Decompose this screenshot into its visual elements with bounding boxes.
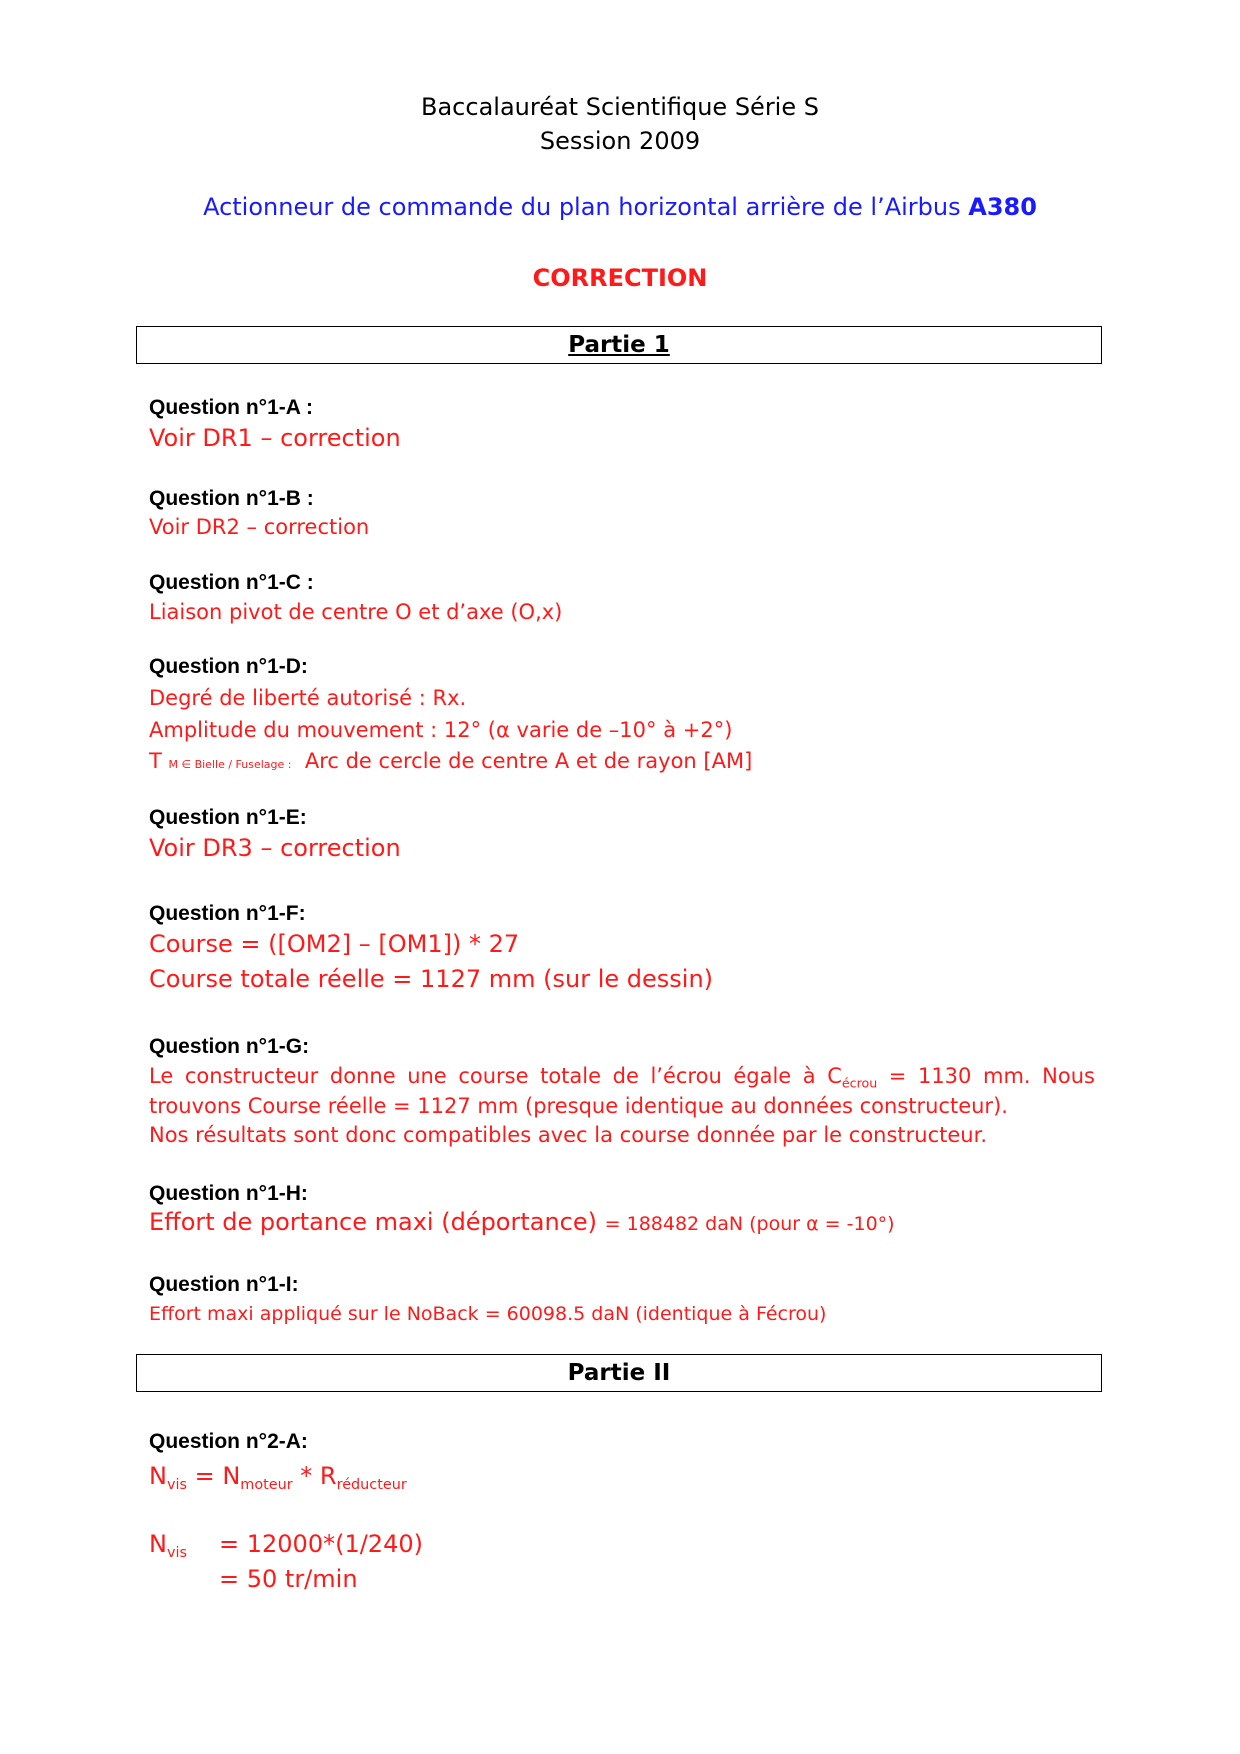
question-2a-calc-line2: = 50 tr/min	[219, 1565, 358, 1593]
question-1f-result: Course totale réelle = 1127 mm (sur le dessin)	[149, 965, 714, 993]
question-1e-answer: Voir DR3 – correction	[149, 834, 401, 862]
question-1i-answer: Effort maxi appliqué sur le NoBack = 60098.5 daN (identique à Fécrou)	[149, 1303, 827, 1325]
question-2a-calc-symbol	[149, 1530, 187, 1561]
formula-sub-vis: vis	[166, 1477, 187, 1494]
question-1d-label: Question n°1-D:	[149, 655, 308, 678]
question-1f-label: Question n°1-F:	[149, 902, 306, 925]
question-1d-dof: Degré de liberté autorisé : Rx.	[149, 686, 467, 710]
symbol-c: C	[827, 1064, 842, 1088]
calc-sub-vis: vis	[166, 1545, 187, 1562]
question-1a-label: Question n°1-A :	[149, 396, 313, 419]
question-1d-amplitude: Amplitude du mouvement : 12° (α varie de –10° à +2°)	[149, 718, 733, 742]
word: donne	[329, 1064, 396, 1088]
part-1-title: Partie 1	[568, 332, 670, 358]
trajectory-text: Arc de cercle de centre A et de rayon [AM]	[304, 749, 753, 773]
word: une	[407, 1064, 447, 1088]
word: 1130	[917, 1064, 972, 1088]
word: de	[612, 1064, 639, 1088]
question-1a-answer: Voir DR1 – correction	[149, 424, 401, 452]
document-subtitle	[0, 193, 1240, 221]
formula-r-reducteur: * R	[292, 1462, 337, 1490]
part-2-header	[136, 1354, 1102, 1392]
question-1b-label: Question n°1-B :	[149, 487, 314, 510]
word: à	[802, 1064, 816, 1088]
trajectory-subscript: M ∈ Bielle / Fuselage :	[168, 758, 292, 771]
word: mm.	[982, 1064, 1031, 1088]
formula-n-moteur: = N	[186, 1462, 241, 1490]
question-1c-label: Question n°1-C :	[149, 571, 314, 594]
question-1g-answer	[149, 1064, 1095, 1147]
question-1h-answer	[149, 1208, 895, 1236]
calc-n: N	[149, 1530, 167, 1558]
question-1g-label: Question n°1-G:	[149, 1035, 310, 1058]
question-1g-line3: Nos résultats sont donc compatibles avec la course donnée par le constructeur.	[149, 1123, 987, 1148]
word: =	[888, 1064, 907, 1088]
question-1b-answer: Voir DR2 – correction	[149, 515, 370, 539]
formula-sub-moteur: moteur	[240, 1477, 293, 1494]
word: totale	[540, 1064, 602, 1088]
nut-travel-symbol	[827, 1064, 877, 1090]
exam-session: Session 2009	[539, 127, 701, 155]
subtitle-text: Actionneur de commande du plan horizontal arrière de l’Airbus	[203, 193, 969, 221]
word: Le	[149, 1064, 174, 1088]
subtitle-model: A380	[968, 193, 1037, 221]
correction-heading: CORRECTION	[532, 264, 708, 292]
part-2-title: Partie II	[567, 1360, 671, 1386]
question-1c-answer: Liaison pivot de centre O et d’axe (O,x)	[149, 600, 563, 624]
question-2a-formula	[149, 1462, 407, 1493]
question-2a-label: Question n°2-A:	[149, 1430, 308, 1453]
question-1h-label: Question n°1-H:	[149, 1182, 308, 1205]
question-1h-answer-value: = 188482 daN (pour α = -10°)	[604, 1213, 895, 1235]
question-1h-answer-main: Effort de portance maxi (déportance)	[149, 1208, 605, 1236]
question-1f-formula: Course = ([OM2] – [OM1]) * 27	[149, 930, 520, 958]
word: Nous	[1042, 1064, 1095, 1088]
exam-title: Baccalauréat Scientifique Série S	[421, 93, 819, 121]
formula-n-vis: N	[149, 1462, 167, 1490]
question-1g-line1	[149, 1064, 1095, 1090]
question-2a-calc-line1: = 12000*(1/240)	[219, 1530, 423, 1558]
symbol-sub: écrou	[841, 1075, 878, 1091]
question-1d-trajectory	[149, 749, 752, 773]
formula-sub-reducteur: réducteur	[336, 1477, 407, 1494]
question-1e-label: Question n°1-E:	[149, 806, 307, 829]
word: constructeur	[184, 1064, 319, 1088]
question-1i-label: Question n°1-I:	[149, 1273, 299, 1296]
part-1-header	[136, 326, 1102, 364]
word: égale	[733, 1064, 792, 1088]
word: l’écrou	[650, 1064, 722, 1088]
trajectory-symbol: T	[149, 749, 162, 773]
question-1g-line2: trouvons Course réelle = 1127 mm (presque identique au données constructeur).	[149, 1094, 1008, 1119]
word: course	[458, 1064, 529, 1088]
